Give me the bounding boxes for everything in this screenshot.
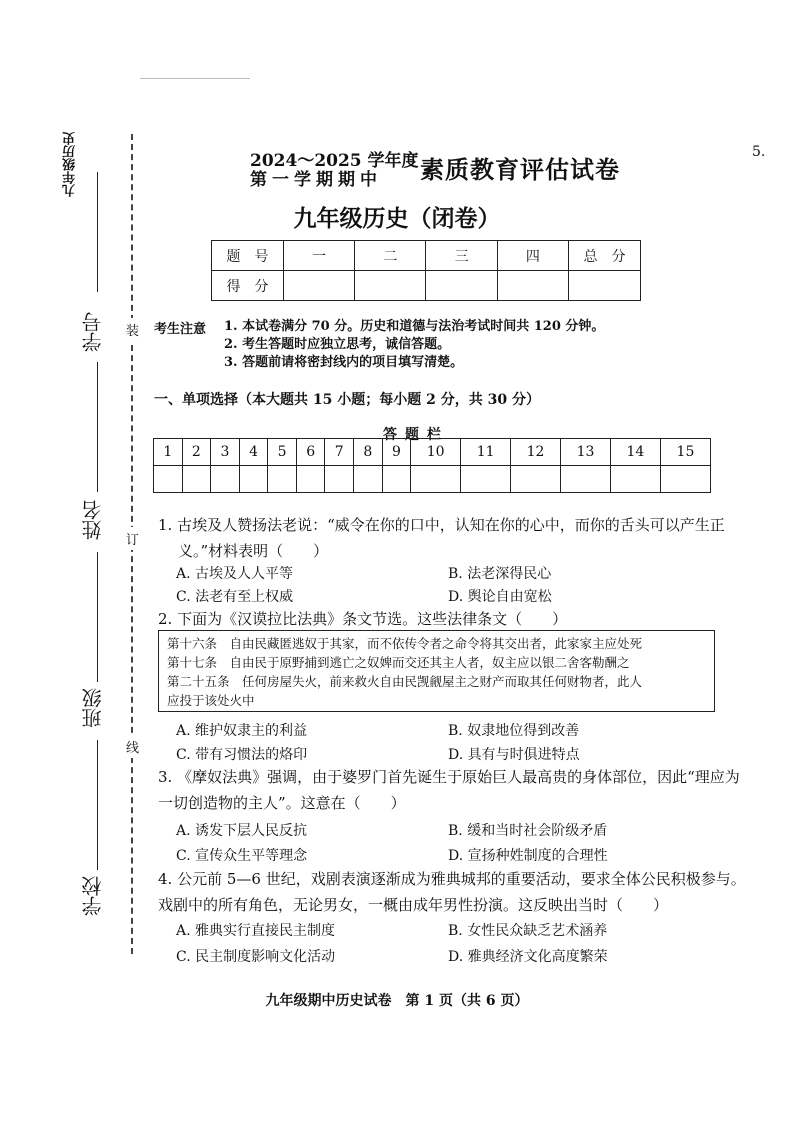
section-heading: 一、单项选择（本大题共 15 小题；每小题 2 分，共 30 分） <box>154 392 540 408</box>
note-item: 3. 答题前请将密封线内的项目填写清楚。 <box>224 355 464 370</box>
answer-blank-row <box>154 466 711 493</box>
score-cell[interactable] <box>497 271 568 301</box>
score-cell[interactable] <box>355 271 426 301</box>
school-fill-line <box>97 740 98 870</box>
answer-number-cell: 4 <box>239 439 268 466</box>
score-header-cell: 一 <box>283 241 354 271</box>
name-label: 姓名 <box>81 500 105 540</box>
law-excerpt-line: 应投于该处火中 <box>167 693 255 708</box>
question-1-option-d[interactable]: D. 舆论自由宽松 <box>448 589 552 605</box>
page-footer: 九年级期中历史试卷 第 1 页（共 6 页） <box>265 993 529 1009</box>
answer-grid <box>153 438 711 493</box>
question-3-stem <box>158 764 740 816</box>
score-header-cell: 题 号 <box>212 241 284 271</box>
answer-blank-cell[interactable] <box>610 466 660 493</box>
answer-blank-cell[interactable] <box>182 466 211 493</box>
class-label: 班级 <box>81 688 105 728</box>
score-header-cell: 四 <box>497 241 568 271</box>
score-table-header-row <box>212 241 641 271</box>
question-1-option-b[interactable]: B. 法老深得民心 <box>448 566 552 582</box>
answer-blank-cell[interactable] <box>511 466 561 493</box>
school-label: 学校 <box>81 876 105 916</box>
question-stem-line: 1. 古埃及人赞扬法老说：“威令在你的口中，认知在你的心中，而你的舌头可以产生正 <box>158 516 725 534</box>
top-scan-line <box>140 78 250 79</box>
question-4-option-d[interactable]: D. 雅典经济文化高度繁荣 <box>448 949 608 965</box>
law-excerpt-line: 第十七条 自由民于原野捕到逃亡之奴婢而交还其主人者，奴主应以银二舍客勒酬之 <box>167 655 630 670</box>
answer-number-cell: 9 <box>382 439 411 466</box>
answer-number-cell: 2 <box>182 439 211 466</box>
seal-mark-zhuang: 装 <box>126 318 139 341</box>
question-4-option-c[interactable]: C. 民主制度影响文化活动 <box>176 949 336 965</box>
score-row-label: 得 分 <box>212 271 284 301</box>
answer-number-cell: 8 <box>354 439 383 466</box>
score-header-cell: 三 <box>426 241 497 271</box>
answer-number-cell: 6 <box>296 439 325 466</box>
law-excerpt-line: 第二十五条 任何房屋失火，前来救火自由民觊觎屋主之财产而取其任何财物者，此人 <box>167 674 643 689</box>
question-3-option-c[interactable]: C. 宣传众生平等理念 <box>176 848 308 864</box>
question-1-option-a[interactable]: A. 古埃及人人平等 <box>176 566 294 582</box>
answer-number-cell: 11 <box>461 439 511 466</box>
answer-blank-cell[interactable] <box>154 466 183 493</box>
question-2-option-a[interactable]: A. 维护奴隶主的利益 <box>176 723 308 739</box>
question-stem-line: 一切创造物的主人”。这意在（ ） <box>158 794 406 812</box>
score-table <box>211 240 641 301</box>
question-2-option-d[interactable]: D. 具有与时俱进特点 <box>448 747 580 763</box>
score-header-cell: 二 <box>355 241 426 271</box>
question-3-option-a[interactable]: A. 诱发下层人民反抗 <box>176 823 308 839</box>
answer-number-cell: 3 <box>211 439 240 466</box>
question-stem-line: 戏剧中的所有角色，无论男女，一概由成年男性扮演。这反映出当时（ ） <box>158 896 669 914</box>
score-cell[interactable] <box>426 271 497 301</box>
name-fill-line <box>97 362 98 492</box>
score-cell[interactable] <box>569 271 641 301</box>
answer-grid-title: 答题栏 <box>383 427 449 443</box>
answer-number-cell: 7 <box>325 439 354 466</box>
score-header-cell: 总 分 <box>569 241 641 271</box>
answer-blank-cell[interactable] <box>354 466 383 493</box>
question-1-option-c[interactable]: C. 法老有至上权威 <box>176 589 294 605</box>
answer-number-cell: 13 <box>561 439 611 466</box>
subject-title: 九年级历史（闭卷） <box>293 205 501 232</box>
question-2-option-b[interactable]: B. 奴隶地位得到改善 <box>448 723 580 739</box>
exam-term: 第一学期期中 <box>250 170 382 190</box>
question-2-option-c[interactable]: C. 带有习惯法的烙印 <box>176 747 308 763</box>
answer-number-cell: 10 <box>411 439 461 466</box>
answer-blank-cell[interactable] <box>268 466 297 493</box>
notes-label: 考生注意 <box>154 322 207 337</box>
exam-title: 素质教育评估试卷 <box>420 155 620 184</box>
notes-list <box>224 318 604 372</box>
question-4-stem <box>158 866 746 918</box>
question-3-option-d[interactable]: D. 宣扬种姓制度的合理性 <box>448 848 608 864</box>
question-4-option-b[interactable]: B. 女性民众缺乏艺术涵养 <box>448 923 608 939</box>
score-table-score-row <box>212 271 641 301</box>
answer-number-cell: 14 <box>610 439 660 466</box>
answer-blank-cell[interactable] <box>296 466 325 493</box>
id-label: 学号 <box>81 312 105 352</box>
question-1-stem <box>158 512 725 564</box>
score-cell[interactable] <box>283 271 354 301</box>
law-excerpt-box <box>158 630 715 712</box>
question-4-option-a[interactable]: A. 雅典实行直接民主制度 <box>176 923 336 939</box>
binding-title: 九年级历史 <box>63 132 78 197</box>
answer-blank-cell[interactable] <box>211 466 240 493</box>
seal-mark-xian: 线 <box>126 735 139 758</box>
answer-blank-cell[interactable] <box>561 466 611 493</box>
answer-blank-cell[interactable] <box>411 466 461 493</box>
answer-blank-cell[interactable] <box>325 466 354 493</box>
class-fill-line <box>97 552 98 682</box>
question-stem-line: 3. 《摩奴法典》强调，由于婆罗门首先诞生于原始巨人最高贵的身体部位，因此“理应为 <box>158 768 740 786</box>
academic-year: 2024～2025 学年度 <box>250 151 419 171</box>
question-stem-line: 义。”材料表明（ ） <box>178 542 329 560</box>
seal-mark-ding: 订 <box>126 527 139 550</box>
law-excerpt-line: 第十六条 自由民藏匿逃奴于其家，而不依传令者之命令将其交出者，此家家主应处死 <box>167 636 643 651</box>
question-2-stem: 2. 下面为《汉谟拉比法典》条文节选。这些法律条文（ ） <box>158 610 568 628</box>
note-item: 2. 考生答题时应独立思考，诚信答题。 <box>224 337 451 352</box>
answer-blank-cell[interactable] <box>382 466 411 493</box>
answer-blank-cell[interactable] <box>660 466 710 493</box>
answer-number-cell: 12 <box>511 439 561 466</box>
question-3-option-b[interactable]: B. 缓和当时社会阶级矛盾 <box>448 823 608 839</box>
answer-blank-cell[interactable] <box>239 466 268 493</box>
question-stem-line: 4. 公元前 5—6 世纪，戏剧表演逐渐成为雅典城邦的重要活动，要求全体公民积极参与。 <box>158 870 746 888</box>
answer-number-row <box>154 439 711 466</box>
answer-number-cell: 1 <box>154 439 183 466</box>
answer-blank-cell[interactable] <box>461 466 511 493</box>
corner-page-number: 5. <box>752 144 766 160</box>
answer-number-cell: 5 <box>268 439 297 466</box>
note-item: 1. 本试卷满分 70 分。历史和道德与法治考试时间共 120 分钟。 <box>224 319 605 334</box>
answer-number-cell: 15 <box>660 439 710 466</box>
